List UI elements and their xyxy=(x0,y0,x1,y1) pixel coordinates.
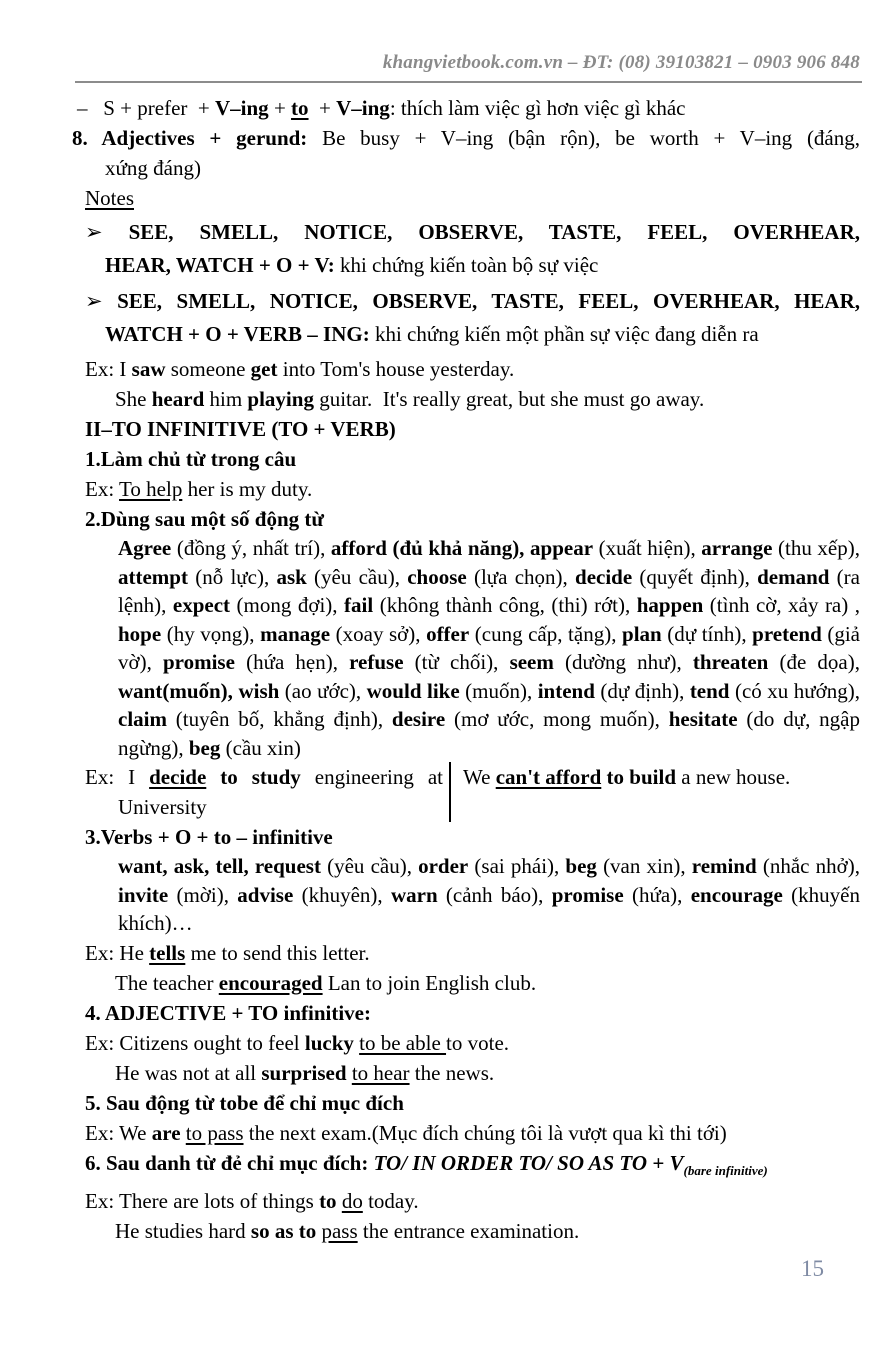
text-line xyxy=(115,1058,860,1088)
text-segment: appear xyxy=(530,536,594,560)
text-segment: manage xyxy=(260,621,331,646)
text-segment: He was not at all xyxy=(115,1060,262,1085)
text-segment: promise xyxy=(551,882,624,907)
text-line xyxy=(85,1088,860,1118)
text-line xyxy=(85,1028,860,1058)
text-line xyxy=(85,474,860,504)
text-segment: fail xyxy=(344,593,374,617)
header-rule xyxy=(75,81,862,83)
text-line xyxy=(105,318,860,351)
text-segment: (hứa hẹn), xyxy=(234,650,350,674)
text-segment: – S + prefer + xyxy=(77,96,215,120)
text-segment: Ex: There are lots of things xyxy=(85,1188,320,1213)
text-segment: claim xyxy=(118,707,167,731)
text-segment: WATCH + O + VERB – ING: xyxy=(105,322,370,346)
text-segment: TO/ IN ORDER TO/ SO AS TO + V xyxy=(373,1150,684,1175)
text-segment: xứng đáng) xyxy=(105,156,201,180)
text-segment: (dự tính), xyxy=(661,621,753,646)
text-segment: To help xyxy=(119,477,183,501)
text-line xyxy=(85,285,860,318)
example-left-column xyxy=(85,762,449,822)
text-segment: (mơ ước, mong muốn), xyxy=(445,707,669,731)
text-segment: SEE, SMELL, NOTICE, OBSERVE, TASTE, FEEL, OVERHEAR, xyxy=(128,220,860,244)
text-segment: (giả vờ), xyxy=(118,621,866,674)
text-segment: advise xyxy=(237,882,294,907)
text-segment: to pass xyxy=(185,1120,244,1145)
text-segment: wish xyxy=(238,678,280,703)
text-segment: the news. xyxy=(409,1060,495,1085)
text-segment: (muốn), xyxy=(459,678,538,703)
text-segment: (hy vọng), xyxy=(161,621,261,646)
text-segment: (xuất hiện), xyxy=(593,536,702,560)
text-segment: today. xyxy=(362,1188,419,1213)
text-segment: choose xyxy=(407,564,467,589)
page-number: 15 xyxy=(801,1256,824,1281)
text-segment: promise xyxy=(162,650,235,674)
text-segment: Lan to join English club. xyxy=(322,970,537,995)
text-segment: (mời), xyxy=(168,882,238,907)
text-segment: (tình cờ, xảy ra) , xyxy=(703,593,866,617)
text-segment: (từ chối), xyxy=(403,650,510,674)
text-segment: (do dự, ngập ngừng), xyxy=(118,707,866,760)
text-segment: remind xyxy=(691,854,757,878)
text-segment: The teacher xyxy=(115,970,219,995)
text-segment: to build xyxy=(606,765,676,789)
text-segment: 1.Làm chủ từ trong câu xyxy=(85,447,297,471)
text-segment: intend xyxy=(537,678,595,703)
text-segment: afford (đủ khả năng), xyxy=(330,536,525,560)
text-segment: (ra lệnh), xyxy=(118,564,866,617)
text-segment: 6. Sau danh từ đẻ chỉ mục đích: xyxy=(85,1150,374,1175)
text-segment: to hear xyxy=(351,1060,410,1085)
text-line xyxy=(85,183,860,213)
text-segment: refuse xyxy=(349,650,404,674)
text-line xyxy=(72,123,860,153)
text-segment: We xyxy=(463,765,496,789)
text-segment: decide xyxy=(149,765,207,789)
text-segment: expect xyxy=(172,593,231,617)
text-segment: ➢ xyxy=(85,289,118,313)
text-segment: to xyxy=(319,1188,337,1213)
text-line xyxy=(85,414,860,444)
text-segment: to be able xyxy=(359,1030,447,1055)
text-segment: (hứa), xyxy=(623,882,691,907)
text-segment: get xyxy=(250,357,278,381)
text-segment: attempt xyxy=(118,564,188,589)
text-segment: (van xin), xyxy=(596,854,692,878)
header-site-line: khangvietbook.com.vn – ĐT: (08) 39103821 – 0903 906 848 xyxy=(382,52,860,73)
text-segment: desire xyxy=(391,707,446,731)
text-segment: (bare infinitive) xyxy=(683,1162,768,1178)
text-segment: khi chứng kiến một phần sự việc đang diễn ra xyxy=(369,322,759,346)
text-segment: (khuyến khích)… xyxy=(118,882,866,935)
text-segment: demand xyxy=(757,564,830,589)
text-segment: plan xyxy=(622,621,662,646)
text-segment: can't afford xyxy=(495,765,602,789)
text-segment: surprised xyxy=(261,1060,347,1085)
text-segment: Ex: I xyxy=(85,765,150,789)
text-segment: pass xyxy=(321,1218,358,1243)
text-segment: Ex: We xyxy=(85,1120,152,1145)
text-line xyxy=(85,762,443,792)
text-segment: seem xyxy=(509,650,554,674)
text-segment: (dự định), xyxy=(594,678,690,703)
text-segment: happen xyxy=(636,593,704,617)
text-segment: (xoay sở), xyxy=(330,621,427,646)
text-segment: encouraged xyxy=(218,970,323,995)
text-segment: 4. ADJECTIVE + TO infinitive: xyxy=(85,1000,371,1025)
text-segment: (có xu hướng), xyxy=(729,678,866,703)
text-segment: Ex: I xyxy=(85,357,132,381)
text-line xyxy=(85,504,860,534)
text-segment: (không thành công, (thi) rớt), xyxy=(373,593,637,617)
text-segment: decide xyxy=(575,564,633,589)
text-line xyxy=(85,216,860,249)
text-segment: tend xyxy=(689,678,730,703)
text-segment: Ex: Citizens ought to feel xyxy=(85,1030,305,1055)
text-segment: 3.Verbs + O + to – infinitive xyxy=(85,825,333,849)
text-segment: beg xyxy=(188,735,221,760)
text-segment: ➢ xyxy=(85,220,129,244)
text-segment: SEE, SMELL, NOTICE, OBSERVE, TASTE, FEEL, OVERHEAR, HEAR, xyxy=(117,289,860,313)
text-line xyxy=(85,822,860,852)
text-line xyxy=(115,968,860,998)
text-segment: do xyxy=(341,1188,363,1213)
text-segment: a new house. xyxy=(676,765,791,789)
text-segment: Notes xyxy=(85,186,134,210)
text-segment: to vote. xyxy=(446,1030,510,1055)
text-segment: heard xyxy=(151,387,205,411)
text-segment: (dường như), xyxy=(553,650,693,674)
text-segment: the next exam.(Mục đích chúng tôi là vượt qua kì thi tới) xyxy=(243,1120,727,1145)
text-line xyxy=(118,852,866,938)
text-segment: (nỗ lực), xyxy=(187,564,277,589)
text-segment: (lựa chọn), xyxy=(466,564,576,589)
text-segment: lucky xyxy=(304,1030,354,1055)
text-segment: (đe dọa), xyxy=(768,650,866,674)
text-segment: He studies hard xyxy=(115,1218,251,1243)
text-line xyxy=(118,792,443,822)
text-segment: engineering at xyxy=(300,765,444,789)
text-segment: She xyxy=(115,387,152,411)
text-line xyxy=(118,534,866,762)
text-segment: to study xyxy=(220,765,301,789)
text-segment: encourage xyxy=(690,882,783,907)
text-segment: hope xyxy=(118,621,162,646)
text-segment: : thích làm việc gì hơn việc gì khác xyxy=(389,96,686,120)
text-segment: guitar. It's really great, but she must go away. xyxy=(313,387,705,411)
text-segment: Ex: xyxy=(85,477,120,501)
text-segment: V–ing xyxy=(336,96,390,120)
text-segment: + xyxy=(268,96,292,120)
text-line xyxy=(115,1216,860,1246)
text-segment: (tuyên bố, khẳng định), xyxy=(166,707,392,731)
text-segment: beg xyxy=(565,854,597,878)
text-segment: (sai phái), xyxy=(468,854,566,878)
text-segment: want(muốn), xyxy=(118,678,233,703)
text-segment: offer xyxy=(426,621,470,646)
text-segment: ask xyxy=(276,564,307,589)
text-segment: (đồng ý, nhất trí), xyxy=(171,536,331,560)
text-line xyxy=(77,93,860,123)
text-line xyxy=(115,384,860,414)
text-segment: Be busy + V–ing (bận rộn), be worth + V–ing (đáng, xyxy=(307,126,861,150)
example-right-column xyxy=(451,762,860,822)
text-line xyxy=(85,1186,860,1216)
text-segment: want, ask, tell, request xyxy=(118,854,321,878)
text-segment: V–ing xyxy=(215,96,269,120)
document-body xyxy=(72,93,866,1246)
text-segment: 2.Dùng sau một số động từ xyxy=(85,507,324,531)
text-segment: (cung cấp, tặng), xyxy=(469,621,623,646)
text-segment: threaten xyxy=(692,650,769,674)
text-segment: pretend xyxy=(752,621,822,646)
text-segment: so as to xyxy=(250,1218,317,1243)
text-segment: someone xyxy=(165,357,251,381)
text-segment: her is my duty. xyxy=(182,477,313,501)
text-segment: (nhắc nhở), xyxy=(756,854,866,878)
text-segment xyxy=(206,765,220,789)
text-segment: 5. Sau động từ tobe để chỉ mục đích xyxy=(85,1090,404,1115)
text-segment: Ex: He xyxy=(85,940,150,965)
text-segment: (cảnh báo), xyxy=(437,882,552,907)
text-line xyxy=(105,153,860,183)
text-segment: (mong đợi), xyxy=(230,593,345,617)
text-line xyxy=(85,938,860,968)
text-segment: invite xyxy=(118,882,169,907)
text-segment: hesitate xyxy=(668,707,738,731)
text-segment: into Tom's house yesterday. xyxy=(277,357,515,381)
text-segment: 8. Adjectives + gerund: xyxy=(72,126,308,150)
text-segment: (yêu cầu), xyxy=(306,564,408,589)
text-segment: Agree xyxy=(118,536,172,560)
text-segment: warn xyxy=(390,882,438,907)
text-segment: II–TO INFINITIVE (TO + VERB) xyxy=(85,417,396,441)
text-segment: would like xyxy=(366,678,460,703)
text-line xyxy=(85,998,860,1028)
text-segment: (yêu cầu), xyxy=(320,854,419,878)
text-segment: (ao ước), xyxy=(279,678,367,703)
text-line xyxy=(85,1148,860,1186)
text-line xyxy=(463,762,860,792)
text-segment: arrange xyxy=(701,536,773,560)
text-line xyxy=(85,444,860,474)
text-segment: are xyxy=(151,1120,181,1145)
text-segment: (cầu xin) xyxy=(220,735,301,760)
example-two-columns xyxy=(85,762,860,822)
text-segment: + xyxy=(308,96,337,120)
text-segment: HEAR, WATCH + O + V: xyxy=(105,253,335,277)
text-segment: (quyết định), xyxy=(632,564,758,589)
text-segment: khi chứng kiến toàn bộ sự việc xyxy=(334,253,599,277)
text-segment: to xyxy=(291,96,309,120)
text-segment: order xyxy=(418,854,469,878)
text-line xyxy=(85,1118,860,1148)
text-segment: tells xyxy=(149,940,186,965)
text-segment: the entrance examination. xyxy=(357,1218,580,1243)
text-segment: (khuyên), xyxy=(293,882,391,907)
text-segment: him xyxy=(204,387,248,411)
text-segment: saw xyxy=(131,357,166,381)
text-segment: playing xyxy=(247,387,314,411)
text-line xyxy=(105,249,860,282)
text-segment: (thu xếp), xyxy=(772,536,866,560)
text-segment: me to send this letter. xyxy=(185,940,370,965)
text-segment: University xyxy=(118,795,207,819)
text-line xyxy=(85,354,860,384)
